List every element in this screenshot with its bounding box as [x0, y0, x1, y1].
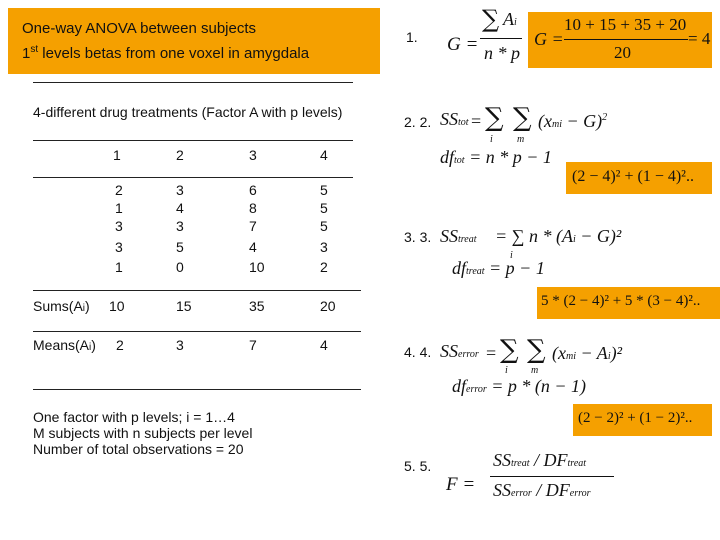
table-cell: 7 — [249, 218, 257, 234]
sum-value: 20 — [320, 298, 336, 314]
table-cell: 5 — [320, 218, 328, 234]
ss-treat-lhs: SStreat — [440, 226, 477, 246]
table-cell: 1 — [115, 259, 123, 275]
g-formula-lhs: G = — [447, 34, 479, 55]
fraction-bar — [490, 476, 614, 477]
mean-value: 4 — [320, 337, 328, 353]
g-example-result: = 4 — [688, 29, 711, 48]
sum-index: m — [517, 134, 525, 145]
ss-error-body: (xmi − Ai)² — [552, 343, 622, 363]
g-example-lhs: G = — [534, 29, 564, 49]
table-cell: 3 — [320, 239, 328, 255]
f-ratio-numerator: SStreat / DFtreat — [493, 450, 587, 470]
table-cell: 2 — [320, 259, 328, 275]
level-header-3: 3 — [249, 147, 257, 163]
g-formula-denominator: n * p — [484, 43, 520, 63]
divider — [33, 389, 361, 390]
fraction-bar — [564, 39, 688, 40]
ss-total-lhs: SStot — [440, 109, 469, 129]
sum-symbol: ∑ — [482, 5, 500, 33]
level-header-1: 1 — [113, 147, 121, 163]
sum-value: 35 — [249, 298, 265, 314]
ss-total-body: (xmi − G)$^2$ — [538, 111, 608, 131]
note-line: One factor with p levels; i = 1…4 — [33, 409, 235, 425]
g-example-numerator: 10 + 15 + 35 + 20 — [564, 15, 687, 34]
ss-treat-example-box — [537, 287, 720, 319]
title-banner — [8, 8, 380, 74]
table-cell: 0 — [176, 259, 184, 275]
ss-error-example-box — [573, 404, 712, 436]
divider — [33, 82, 353, 83]
title-line-2: 1st levels betas from one voxel in amygdala — [22, 44, 310, 62]
sum-index: i — [505, 365, 508, 376]
step-number-4: 4. 4. — [404, 344, 432, 360]
table-cell: 10 — [249, 259, 265, 275]
ss-error-example: (2 − 2)² + (1 − 2)².. — [578, 410, 693, 426]
table-cell: 3 — [176, 218, 184, 234]
table-cell: 5 — [320, 182, 328, 198]
equals-sign: = — [471, 111, 482, 131]
sums-label: Sums(Ai) — [33, 298, 90, 314]
note-line: M subjects with n subjects per level — [33, 425, 253, 441]
f-ratio-lhs: F = — [446, 474, 476, 495]
means-label: Means(Ai) — [33, 337, 96, 353]
g-formula-numerator: Ai — [503, 9, 517, 29]
sum-index: i — [510, 250, 513, 261]
divider — [33, 290, 361, 291]
sum-symbol: ∑ — [485, 103, 504, 133]
table-cell: 5 — [320, 200, 328, 216]
divider — [33, 140, 353, 141]
ss-treat-body: = ∑ n * (Ai − G)² — [495, 226, 622, 246]
ss-total-example: (2 − 4)² + (1 − 4)².. — [572, 168, 694, 185]
g-example-box — [528, 12, 712, 68]
divider — [33, 177, 353, 178]
level-header-4: 4 — [320, 147, 328, 163]
step-number-5: 5. 5. — [404, 458, 432, 474]
table-cell: 3 — [176, 182, 184, 198]
ss-total-example-box — [566, 162, 712, 194]
table-cell: 8 — [249, 200, 257, 216]
level-header-2: 2 — [176, 147, 184, 163]
step-number-1: 1. — [406, 29, 418, 45]
mean-value: 7 — [249, 337, 257, 353]
mean-value: 2 — [116, 337, 124, 353]
factor-caption: 4-different drug treatments (Factor A with p levels) — [33, 104, 343, 120]
table-cell: 4 — [249, 239, 257, 255]
step-number-2: 2. 2. — [404, 114, 432, 130]
df-treat: dftreat = p − 1 — [452, 258, 545, 278]
table-cell: 4 — [176, 200, 184, 216]
mean-value: 3 — [176, 337, 184, 353]
g-example-denominator: 20 — [614, 43, 631, 62]
table-cell: 5 — [176, 239, 184, 255]
ss-error-lhs: SSerror — [440, 341, 479, 361]
sum-value: 15 — [176, 298, 192, 314]
sum-symbol: ∑ — [500, 335, 519, 365]
fraction-bar — [480, 38, 522, 39]
step-number-3: 3. 3. — [404, 229, 432, 245]
sum-index: i — [490, 134, 493, 145]
table-cell: 3 — [115, 218, 123, 234]
sum-value: 10 — [109, 298, 125, 314]
ss-treat-example: 5 * (2 − 4)² + 5 * (3 − 4)².. — [541, 293, 701, 309]
sum-index: m — [531, 365, 539, 376]
df-error: dferror = p * (n − 1) — [452, 376, 587, 396]
sum-symbol: ∑ — [513, 103, 532, 133]
table-cell: 1 — [115, 200, 123, 216]
equals-sign: = — [486, 343, 497, 363]
notes — [33, 409, 252, 457]
note-line: Number of total observations = 20 — [33, 441, 244, 457]
divider — [33, 331, 361, 332]
title-line-1: One-way ANOVA between subjects — [22, 20, 257, 37]
table-cell: 6 — [249, 182, 257, 198]
sum-symbol: ∑ — [527, 335, 546, 365]
table-cell: 3 — [115, 239, 123, 255]
table-cell: 2 — [115, 182, 123, 198]
f-ratio-denominator: SSerror / DFerror — [493, 480, 591, 500]
df-total: dftot = n * p − 1 — [440, 147, 552, 167]
